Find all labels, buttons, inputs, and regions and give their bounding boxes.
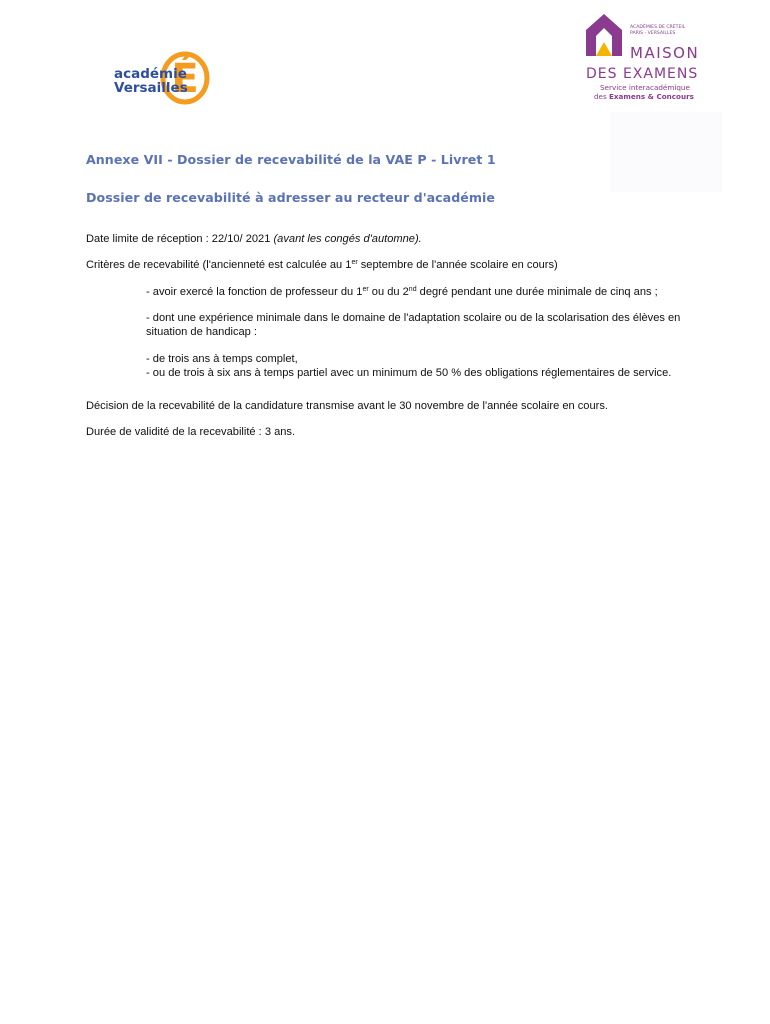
document-title: Annexe VII - Dossier de recevabilité de la VAE P - Livret 1 [86,152,496,167]
faint-watermark-block [610,112,722,192]
logo-academie-text: académie [114,66,187,82]
document-subtitle: Dossier de recevabilité à adresser au recteur d'académie [86,190,496,205]
logo-academies-line2: PARIS - VERSAILLES [630,31,676,36]
academie-versailles-logo [112,40,216,108]
maison-des-examens-logo [584,12,714,104]
criteria-subitem-part-time: - ou de trois à six ans à temps partiel avec un minimum de 50 % des obligations réglementaires de service. [146,367,672,379]
validity-line: Durée de validité de la recevabilité : 3 ans. [86,426,296,438]
logo-service-text: Service interacadémique [600,83,690,92]
criteria-text: Critères de recevabilité (l'ancienneté est calculée au 1 [86,259,352,271]
criteria-text-end: septembre de l'année scolaire en cours) [357,259,558,271]
criteria-item-experience-line1: - dont une expérience minimale dans le domaine de l'adaptation scolaire ou de la scolarisation des élèves en [146,312,681,324]
criteria-item-experience-line2: situation de handicap : [146,326,258,338]
criteria-item-duration [146,285,658,299]
item1-text-b: ou du 2 [368,286,409,298]
item1-sup1: er [362,286,369,293]
deadline-line [86,232,422,246]
criteria-line [86,258,558,272]
logo-examens-concours-text: Examens & Concours [609,92,694,101]
svg-text:des Examens & Concours [594,92,694,101]
logo-letter: É [171,56,199,102]
logo-academies-line1: ACADÉMIES DE CRÉTEIL [630,25,686,30]
deadline-text: Date limite de réception : 22/10/ 2021 [86,233,274,245]
criteria-sup: er [351,259,358,266]
item1-sup2: nd [408,286,417,293]
item1-text-a: - avoir exercé la fonction de professeur du 1 [146,286,363,298]
item1-text-c: degré pendant une durée minimale de cinq ans ; [416,286,658,298]
logo-des-text: des [594,92,610,101]
decision-line: Décision de la recevabilité de la candidature transmise avant le 30 novembre de l'année scolaire en cours. [86,400,608,412]
logo-des-examens-text: DES EXAMENS [586,66,699,82]
deadline-note: (avant les congés d'automne). [273,233,422,245]
logo-versailles-text: Versailles [114,80,188,96]
logo-maison-text: MAISON [630,44,700,62]
house-emblem [586,14,622,56]
criteria-subitem-full-time: - de trois ans à temps complet, [146,353,298,365]
